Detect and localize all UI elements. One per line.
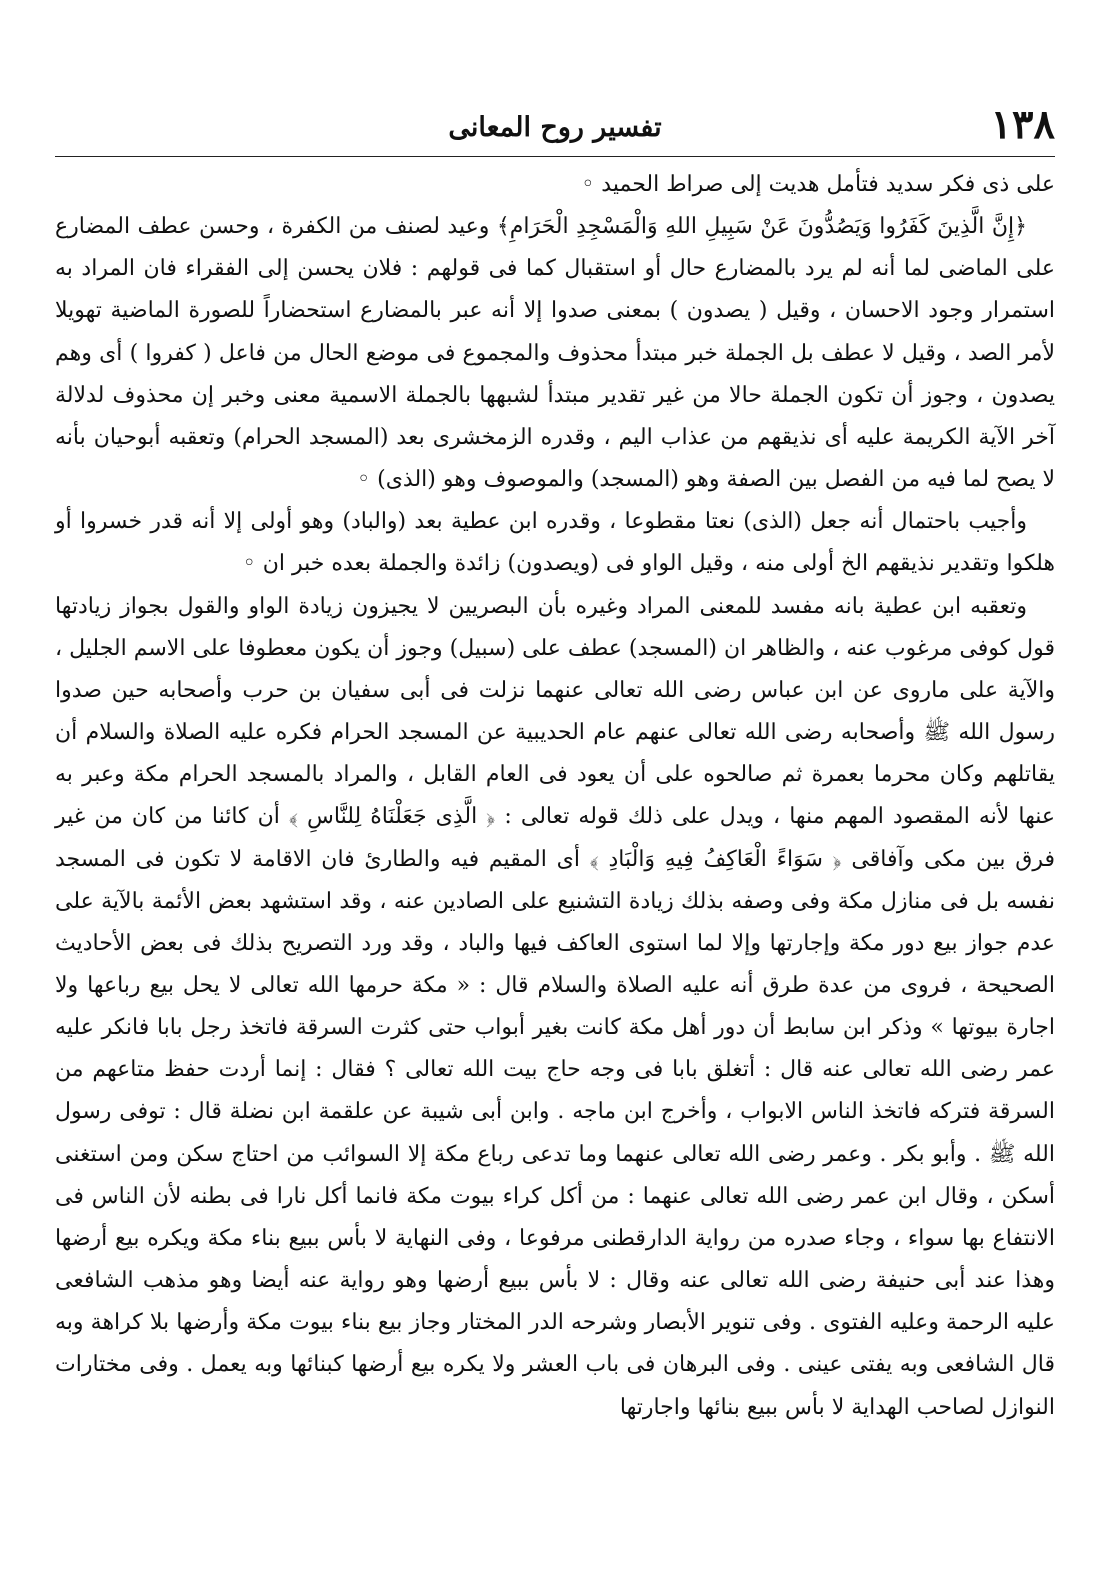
page-header — [55, 100, 1055, 160]
running-title: تفسير روح المعانى — [448, 112, 662, 143]
page-number: ١٣٨ — [990, 101, 1055, 148]
paragraph: وتعقبه ابن عطية بانه مفسد للمعنى المراد وغيره بأن البصريين لا يجيزون زيادة الواو والقول بجواز زيادتها قول كوفى مرغوب عنه ، والظاهر ان (المسجد) عطف على (سبيل) وجوز أن يكون معطوفا على الاسم الجليل ، والآية على ماروى عن ابن عباس رضى الله تعالى عنهما نزلت فى أبى سفيان بن حرب وأصحابه حين صدوا رسول الله ﷺ وأصحابه رضى الله تعالى عنهم عام الحديبية عن المسجد الحرام فكره عليه الصلاة والسلام أن يقاتلهم وكان محرما بعمرة ثم صالحوه على أن يعود فى العام القابل ، والمراد بالمسجد الحرام مكة وعبر به عنها لأنه المقصود المهم منها ، ويدل على ذلك قوله تعالى : ﴿ الَّذِى جَعَلْنَاهُ لِلنَّاسِ ﴾ أن كائنا من كان من غير فرق بين مكى وآفاقى ﴿ سَوَاءً الْعَاكِفُ فِيهِ وَالْبَادِ ﴾ أى المقيم فيه والطارئ فان الاقامة لا تكون فى المسجد نفسه بل فى منازل مكة وفى وصفه بذلك زيادة التشنيع على الصادين عنه ، وقد استشهد بعض الأئمة بالآية على عدم جواز بيع دور مكة وإجارتها وإلا لما استوى العاكف فيها والباد ، وقد ورد التصريح بذلك فى بعض الأحاديث الصحيحة ، فروى من عدة طرق أنه عليه الصلاة والسلام قال : « مكة حرمها الله تعالى لا يحل بيع رباعها ولا اجارة بيوتها » وذكر ابن سابط أن دور أهل مكة كانت بغير أبواب حتى كثرت السرقة فاتخذ رجل بابا فانكر عليه عمر رضى الله تعالى عنه قال : أتغلق بابا فى وجه حاج بيت الله تعالى ؟ فقال : إنما أردت حفظ متاعهم من السرقة فتركه فاتخذ الناس الابواب ، وأخرج ابن ماجه . وابن أبى شيبة عن علقمة ابن نضلة قال : توفى رسول الله ﷺ . وأبو بكر . وعمر رضى الله تعالى عنهما وما تدعى رباع مكة إلا السوائب من احتاج سكن ومن استغنى أسكن ، وقال ابن عمر رضى الله تعالى عنهما : من أكل كراء بيوت مكة فانما أكل نارا فى بطنه لأن الناس فى الانتفاع بها سواء ، وجاء صدره من رواية الدارقطنى مرفوعا ، وفى النهاية لا بأس ببيع بناء مكة ويكره بيع أرضها وهذا عند أبى حنيفة رضى الله تعالى عنه وقال : لا بأس ببيع أرضها وهو رواية عنه أيضا وهو مذهب الشافعى عليه الرحمة وعليه الفتوى . وفى تنوير الأبصار وشرحه الدر المختار وجاز بيع بناء بيوت مكة وأرضها بلا كراهة وبه قال الشافعى وبه يفتى عينى . وفى البرهان فى باب العشر ولا يكره بيع أرضها كبنائها وبه يعمل . وفى مختارات النوازل لصاحب الهداية لا بأس ببيع بنائها واجارتها — [55, 593, 1055, 1420]
paragraph: على ذى فكر سديد فتأمل هديت إلى صراط الحميد ◦ — [581, 172, 1055, 197]
header-rule — [55, 156, 1055, 157]
paragraph: وأجيب باحتمال أنه جعل (الذى) نعتا مقطوعا ، وقدره ابن عطية بعد (والباد) وهو أولى إلا أنه قدر خسروا أو هلكوا وتقدير نذيقهم الخ أولى منه ، وقيل الواو فى (ويصدون) زائدة والجملة بعده خبر ان ◦ — [55, 509, 1055, 577]
paragraph: ﴿إِنَّ الَّذِينَ كَفَرُوا وَيَصُدُّونَ عَنْ سَبِيلِ اللهِ وَالْمَسْجِدِ الْحَرَامِ﴾ وعيد لصنف من الكفرة ، وحسن عطف المضارع على الماضى لما أنه لم يرد بالمضارع حال أو استقبال كما فى قولهم : فلان يحسن إلى الفقراء فان المراد به استمرار وجود الاحسان ، وقيل ( يصدون ) بمعنى صدوا إلا أنه عبر بالمضارع استحضاراً للصورة الماضية تهويلا لأمر الصد ، وقيل لا عطف بل الجملة خبر مبتدأ محذوف والمجموع فى موضع الحال من فاعل ( كفروا ) أى وهم يصدون ، وجوز أن تكون الجملة حالا من غير تقدير مبتدأ لشبهها بالجملة الاسمية معنى وخبر إن محذوف لدلالة آخر الآية الكريمة عليه أى نذيقهم من عذاب اليم ، وقدره الزمخشرى بعد (المسجد الحرام) وتعقبه أبوحيان بأنه لا يصح لما فيه من الفصل بين الصفة وهو (المسجد) والموصوف وهو (الذى) ◦ — [55, 214, 1055, 493]
body-text — [55, 164, 1055, 1429]
